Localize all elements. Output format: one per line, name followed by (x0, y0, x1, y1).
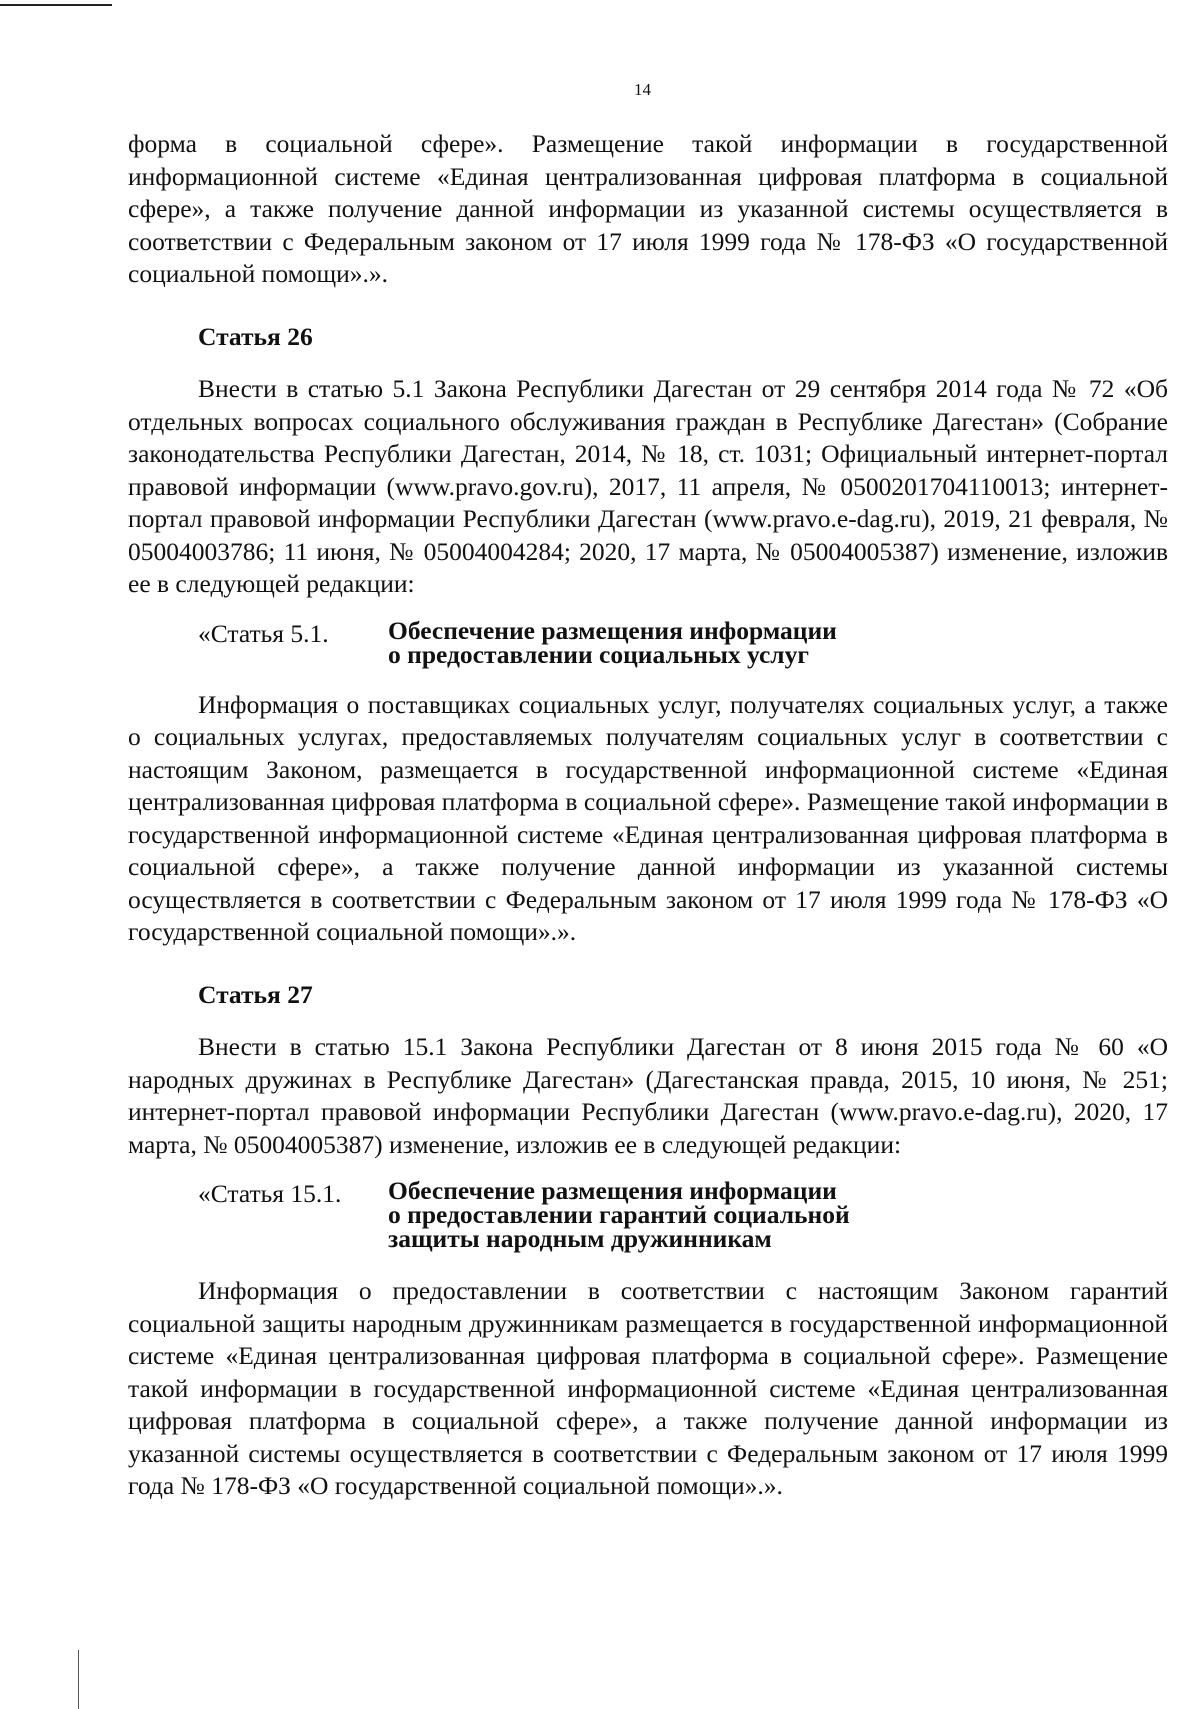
article-27-heading: Статья 27 (198, 979, 313, 1009)
article-26-body: Информация о поставщиках социальных услуг, получателях социальных услуг, а также о социальных услугах, предоставляемых получателям социальных услуг в соответствии с настоящим Законом, размещается в государственной информационной системе «Единая централизованная цифровая платформа в социальной сфере». Размещение такой информации в государственной информационной системе «Единая централизованная цифровая платформа в социальной сфере», а также получение данной информации из указанной системы осуществляется в соответствии с Федеральным законом от 17 июля 1999 года № 178-ФЗ «О государственной социальной помощи».». (128, 689, 1168, 946)
article-27-intro: Внести в статью 15.1 Закона Республики Дагестан от 8 июня 2015 года № 60 «О народных дружинах в Республике Дагестан» (Дагестанская правда, 2015, 10 июня, № 251; интернет-портал правовой информации Республики Дагестан (www.pravo.e-dag.ru), 2020, 17 марта, № 05004005387) изменение, изложив ее в следующей редакции: (128, 1032, 1168, 1159)
article-26-sub-article-header (128, 615, 1168, 669)
article-26-sub-title-line: о предоставлении социальных услуг (388, 639, 809, 669)
intro-paragraph: форма в социальной сфере». Размещение такой информации в государственной информационной системе «Единая централизованная цифровая платформа в социальной сфере», а также получение данной информации из указанной системы осуществляется в соответствии с Федеральным законом от 17 июля 1999 года № 178-ФЗ «О государственной социальной помощи».». (128, 129, 1168, 288)
article-26-heading: Статья 26 (198, 321, 313, 351)
article-27-sub-title-line: защиты народным дружинникам (388, 1224, 772, 1253)
scan-artifact-top (0, 4, 112, 6)
article-27-sub-title-line: Обеспечение размещения информации (388, 1176, 837, 1205)
article-26-sub-article-title (388, 615, 837, 669)
page-number: 14 (634, 80, 651, 99)
article-27-body: Информация о предоставлении в соответствии с настоящим Законом гарантий социальной защиты народным дружинникам размещается в государственной информационной системе «Единая централизованная цифровая платформа в социальной сфере». Размещение такой информации в государственной информационной системе «Единая централизованная цифровая платформа в социальной сфере», а также получение данной информации из указанной системы осуществляется в соответствии с Федеральным законом от 17 июля 1999 года № 178-ФЗ «О государственной социальной помощи».». (128, 1276, 1168, 1500)
article-26-sub-title-line: Обеспечение размещения информации (388, 615, 837, 645)
article-26-sub-article-number: «Статья 5.1. (198, 618, 329, 648)
article-27-sub-article-number: «Статья 15.1. (198, 1179, 342, 1208)
article-27-sub-article-title (388, 1176, 850, 1253)
article-27-sub-title-line: о предоставлении гарантий социальной (388, 1200, 850, 1229)
document-body (128, 128, 1168, 1503)
article-26-intro: Внести в статью 5.1 Закона Республики Дагестан от 29 сентября 2014 года № 72 «Об отдельных вопросах социального обслуживания граждан в Республике Дагестан» (Собрание законодательства Республики Дагестан, 2014, № 18, ст. 1031; Официальный интернет-портал правовой информации (www.pravo.gov.ru), 2017, 11 апреля, № 0500201704110013; интернет-портал правовой информации Республики Дагестан (www.pravo.e-dag.ru), 2019, 21 февраля, № 05004003786; 11 июня, № 05004004284; 2020, 17 марта, № 05004005387) изменение, изложив ее в следующей редакции: (128, 374, 1168, 598)
article-27-sub-article-header (128, 1176, 1168, 1253)
scan-artifact-left (78, 1650, 79, 1709)
